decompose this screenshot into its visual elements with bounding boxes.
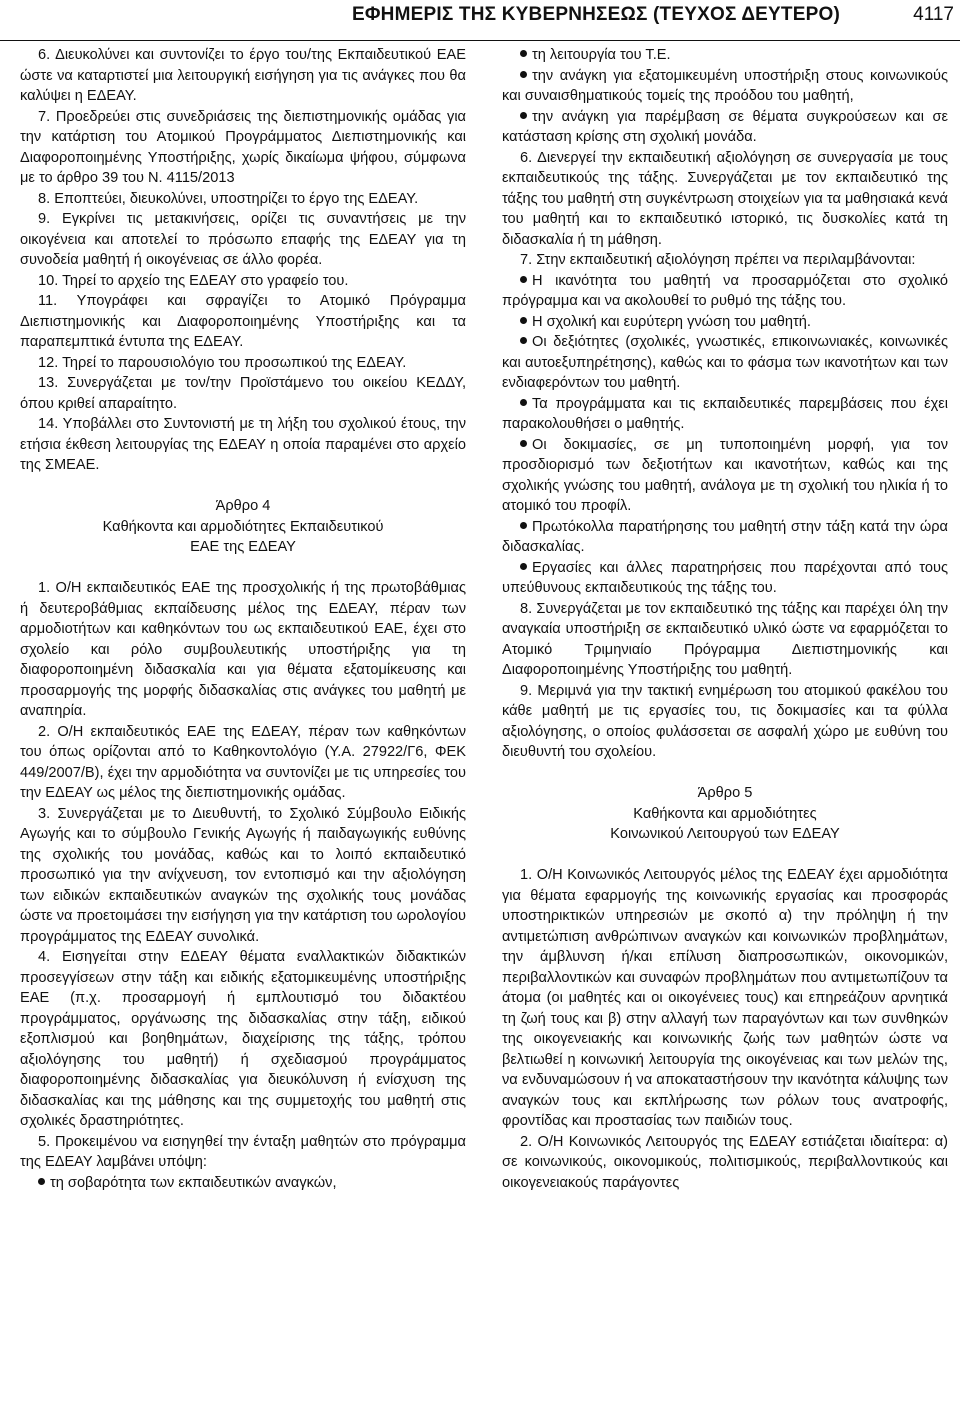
bullet-item (502, 312, 948, 333)
bullet-icon (520, 71, 527, 78)
bullet-text: Τα προγράμματα και τις εκπαιδευτικές παρεμβάσεις που έχει παρακολουθήσει ο μαθητής. (502, 395, 948, 432)
paragraph: 8. Συνεργάζεται με τον εκπαιδευτικό της τάξης και παρέχει όλη την αναγκαία υποστήριξη σε εκπαιδευτικό υλικό ώστε να εφαρμόζεται το Ατομικό Τριμηνιαίο Πρόγραμμα Διεπιστημονικής και Διαφοροποιημένης Υποστήριξης του μαθητή. (502, 600, 948, 678)
paragraph: 6. Διενεργεί την εκπαιδευτική αξιολόγηση σε συνεργασία με τους εκπαιδευτικούς της τάξης. Συνεργάζεται με τον εκπαιδευτικό της τάξης του μαθητή στη συγκέντρωση στοιχείων για τα μαθησιακά κενά του μαθητή και το εκπαιδευτικό ιστορικό, τις δυσκολίες κατά τη διδασκαλία ή τη μάθηση. (502, 149, 948, 248)
paragraph: 1. Ο/Η εκπαιδευτικός ΕΑΕ της προσχολικής ή της πρωτοβάθμιας ή δευτεροβάθμιας εκπαίδευσης μέλος της ΕΔΕΑΥ, πέραν των αρμοδιοτήτων και καθηκόντων του ως εκπαιδευτικού ΕΑΕ, έχει στο σχολείο και ρόλο συμβουλευτικής υποστήριξης για τη διαφοροποιημένη διδασκαλία και για θέματα εξατομίκευσης και προσαρμογής της μορφής διδασκαλίας στις ανάγκες του μαθητή με αναπηρία. (20, 580, 466, 719)
bullet-icon (520, 563, 527, 570)
spacer (20, 558, 466, 579)
paragraph: 8. Εποπτεύει, διευκολύνει, υποστηρίζει το έργο της ΕΔΕΑΥ. (38, 190, 419, 207)
paragraph: 12. Τηρεί το παρουσιολόγιο του προσωπικού της ΕΔΕΑΥ. (38, 354, 407, 371)
paragraph: 1. Ο/Η Κοινωνικός Λειτουργός μέλος της ΕΔΕΑΥ έχει αρμοδιότητα για θέματα εφαρμογής της κοινωνικής εργασίας και προσφοράς υποστηρικτικών υπηρεσιών με σκοπό α) την πρόληψη ή την αντιμετώπιση ανθρώπινων αναγκών και κοινωνικών προβλημάτων, την άμβλυνση ή/και επίλυση διαπροσωπικών, οικονομικών, περιβαλλοντικών και συναφών προβλημάτων που αντιμετωπίζουν τα άτομα (οι μαθητές και οι οικογένειες τους) και επηρεάζουν αρνητικά τη ζωή τους και β) στην αλλαγή των παραγόντων και των συνθηκών της οικογενειακής και κοινωνικής ζωής των μαθητών ώστε να βελτιωθεί η κοινωνική λειτουργία της οικογένειας και των μελών της, να ενδυναμώσουν ή να αποκαταστήσουν την ικανότητα κάλυψης των αναγκών τους και εκπλήρωσης των ρόλων τους ανατροφής, φροντίδας και προστασίας των παιδιών τους. (502, 867, 948, 1129)
paragraph: 13. Συνεργάζεται με τον/την Προϊστάμενο του οικείου ΚΕΔΔΥ, όπου κριθεί απαραίτητο. (20, 375, 466, 412)
bullet-text: τη σοβαρότητα των εκπαιδευτικών αναγκών, (50, 1174, 337, 1191)
bullet-icon (520, 112, 527, 119)
bullet-item (502, 558, 948, 599)
bullet-item (502, 107, 948, 148)
spacer (502, 763, 948, 784)
bullet-icon (38, 1178, 45, 1185)
paragraph: 3. Συνεργάζεται με το Διευθυντή, το Σχολικό Σύμβουλο Ειδικής Αγωγής και το σύμβουλο Γενικής Αγωγής ή παιδαγωγικής ευθύνης της σχολικής του μονάδας, καθώς και το λοιπό εκπαιδευτικό προσωπικό για την ανίχνευση, τον εντοπισμό και την αξιολόγηση των ειδικών εκπαιδευτικών αναγκών της σχολικής τους μονάδας ώστε να προετοιμάσει την εισήγηση για την κατάρτιση του ωρολογίου προγράμματος της ΕΔΕΑΥ συνολικά. (20, 805, 466, 945)
paragraph: 7. Προεδρεύει στις συνεδριάσεις της διεπιστημονικής ομάδας για την κατάρτιση του Ατομικού Προγράμματος Διεπιστημονικής και Διαφοροποιημένης Υποστήριξης, χωρίς δικαίωμα ψήφου, σύμφωνα με το άρθρο 39 του Ν. 4115/2013 (20, 108, 466, 186)
article-5-title: Καθήκοντα και αρμοδιότητες (633, 805, 817, 822)
gazette-title: ΕΦΗΜΕΡΙΣ ΤΗΣ ΚΥΒΕΡΝΗΣΕΩΣ (ΤΕΥΧΟΣ ΔΕΥΤΕΡΟ) (352, 4, 840, 25)
bullet-icon (520, 50, 527, 57)
article-4-heading: Άρθρο 4 (215, 498, 271, 514)
bullet-item (502, 66, 948, 107)
bullet-item (502, 517, 948, 558)
bullet-text: Εργασίες και άλλες παρατηρήσεις που παρέχονται από τους υπεύθυνους εκπαιδευτικούς της τάξης του. (502, 559, 948, 596)
left-column (20, 45, 466, 1193)
bullet-item (502, 332, 948, 394)
bullet-item (502, 394, 948, 435)
article-4-title-cont: ΕΑΕ της ΕΔΕΑΥ (190, 539, 296, 555)
bullet-text: Οι δεξιότητες (σχολικές, γνωστικές, επικοινωνιακές, κοινωνικές και αυτοεξυπηρέτησης), καθώς και το φάσμα των ικανοτήτων και των ενδιαφερόντων του μαθητή. (502, 334, 948, 391)
paragraph: 9. Μεριμνά για την τακτική ενημέρωση του ατομικού φακέλου του κάθε μαθητή με τις εργασίες του, τις δοκιμασίες και τα φύλλα αξιολόγησης, ο οποίος φυλάσσεται σε ασφαλή χώρο με ευθύνη του διευθυντή του σχολείου. (502, 682, 948, 760)
paragraph: 2. Ο/Η εκπαιδευτικός ΕΑΕ της ΕΔΕΑΥ, πέραν των καθηκόντων του όπως ορίζονται από το Καθηκοντολόγιο (Υ.Α. 27922/Γ6, ΦΕΚ 449/2007/Β), έχει την αρμοδιότητα να συντονίζει με τις υπηρεσίες του την ΕΔΕΑΥ ως μέλος της διεπιστημονικής ομάδας. (20, 723, 466, 801)
article-5-title-cont: Κοινωνικού Λειτουργού των ΕΔΕΑΥ (610, 826, 840, 842)
paragraph: 14. Υποβάλλει στο Συντονιστή με τη λήξη του σχολικού έτους, την ετήσια έκθεση λειτουργίας της ΕΔΕΑΥ η οποία παραμένει στο αρχείο της ΣΜΕΑΕ. (20, 416, 466, 473)
bullet-item (502, 271, 948, 312)
paragraph: 6. Διευκολύνει και συντονίζει το έργο του/της Εκπαιδευτικού ΕΑΕ ώστε να καταρτιστεί μια λειτουργική εισήγηση για τις ανάγκες που θα καλύψει η ΕΔΕΑΥ. (20, 47, 466, 104)
paragraph: 9. Εγκρίνει τις μετακινήσεις, ορίζει τις συναντήσεις με την οικογένεια και αποτελεί το πρόσωπο επαφής της ΕΔΕΑΥ για τη συνοδεία μαθητή ή οικογένειας σε άλλο φορέα. (20, 211, 466, 268)
page-header (0, 0, 960, 41)
paragraph: 11. Υπογράφει και σφραγίζει το Ατομικό Πρόγραμμα Διεπιστημονικής και Διαφοροποιημένης Υποστήριξης και τα παραπεμπτικά έντυπα της ΕΔΕΑΥ. (20, 293, 466, 350)
right-column (502, 45, 948, 1193)
paragraph: 7. Στην εκπαιδευτική αξιολόγηση πρέπει να περιλαμβάνονται: (520, 252, 916, 268)
bullet-item (502, 435, 948, 517)
bullet-icon (520, 440, 527, 447)
bullet-icon (520, 317, 527, 324)
bullet-icon (520, 337, 527, 344)
bullet-text: Πρωτόκολλα παρατήρησης του μαθητή στην τάξη κατά την ώρα διδασκαλίας. (502, 518, 948, 555)
bullet-text: τη λειτουργία του Τ.Ε. (532, 47, 671, 63)
spacer (20, 476, 466, 497)
bullet-item (20, 1173, 466, 1194)
page-number: 4117 (913, 4, 954, 25)
bullet-text: την ανάγκη για εξατομικευμένη υποστήριξη στους κοινωνικούς και συναισθηματικούς τομείς της προόδου του μαθητή, (502, 67, 948, 104)
paragraph: 2. Ο/Η Κοινωνικός Λειτουργός της ΕΔΕΑΥ εστιάζεται ιδιαίτερα: α) σε κοινωνικούς, οικονομικούς, πολιτισμικούς, περιβαλλοντικούς και οικογενειακούς παράγοντες (502, 1133, 948, 1191)
bullet-text: Η σχολική και ευρύτερη γνώση του μαθητή. (532, 313, 811, 330)
bullet-text: Η ικανότητα του μαθητή να προσαρμόζεται στο σχολικό πρόγραμμα και να ακολουθεί το ρυθμό της τάξης του. (502, 272, 948, 309)
bullet-icon (520, 276, 527, 283)
bullet-item (502, 45, 948, 66)
bullet-icon (520, 399, 527, 406)
article-5-heading: Άρθρο 5 (697, 785, 753, 801)
bullet-text: Οι δοκιμασίες, σε μη τυποποιημένη μορφή, για τον προσδιορισμό των δεξιοτήτων και ικανοτήτων, καθώς και της σχολικής γνώσης του μαθητή, ανάλογα με τη σχολική του ηλικία ή το ατομικό του προφίλ. (502, 436, 948, 514)
paragraph: 10. Τηρεί το αρχείο της ΕΔΕΑΥ στο γραφείο του. (38, 272, 349, 289)
paragraph: 5. Προκειμένου να εισηγηθεί την ένταξη μαθητών στο πρόγραμμα της ΕΔΕΑΥ λαμβάνει υπόψη: (20, 1133, 466, 1170)
article-4-title: Καθήκοντα και αρμοδιότητες Εκπαιδευτικού (102, 518, 384, 535)
bullet-icon (520, 522, 527, 529)
paragraph: 4. Εισηγείται στην ΕΔΕΑΥ θέματα εναλλακτικών διδακτικών προσεγγίσεων στην τάξη και ειδικής εξατομικευμένης υποστήριξης ΕΑΕ (π.χ. προσαρμογή ή εμπλουτισμό του διδακτέου προγράμματος, οργάνωσης της διδασκαλίας στην τάξη, ειδικού εξοπλισμού και βοηθημάτων, διαχείρισης της τάξης, τρόπου αξιολόγησης του μαθητή) ή σχεδιασμού προγράμματος διαφοροποιημένης διδασκαλίας για διευκόλυνση ή ενίσχυση της διδασκαλίας και της μάθησης και της συμμετοχής του μαθητή στις σχολικές δραστηριότητες. (20, 949, 466, 1129)
spacer (502, 845, 948, 866)
bullet-text: την ανάγκη για παρέμβαση σε θέματα συγκρούσεων και σε κατάσταση κρίσης στη σχολική μονάδα. (502, 108, 948, 145)
